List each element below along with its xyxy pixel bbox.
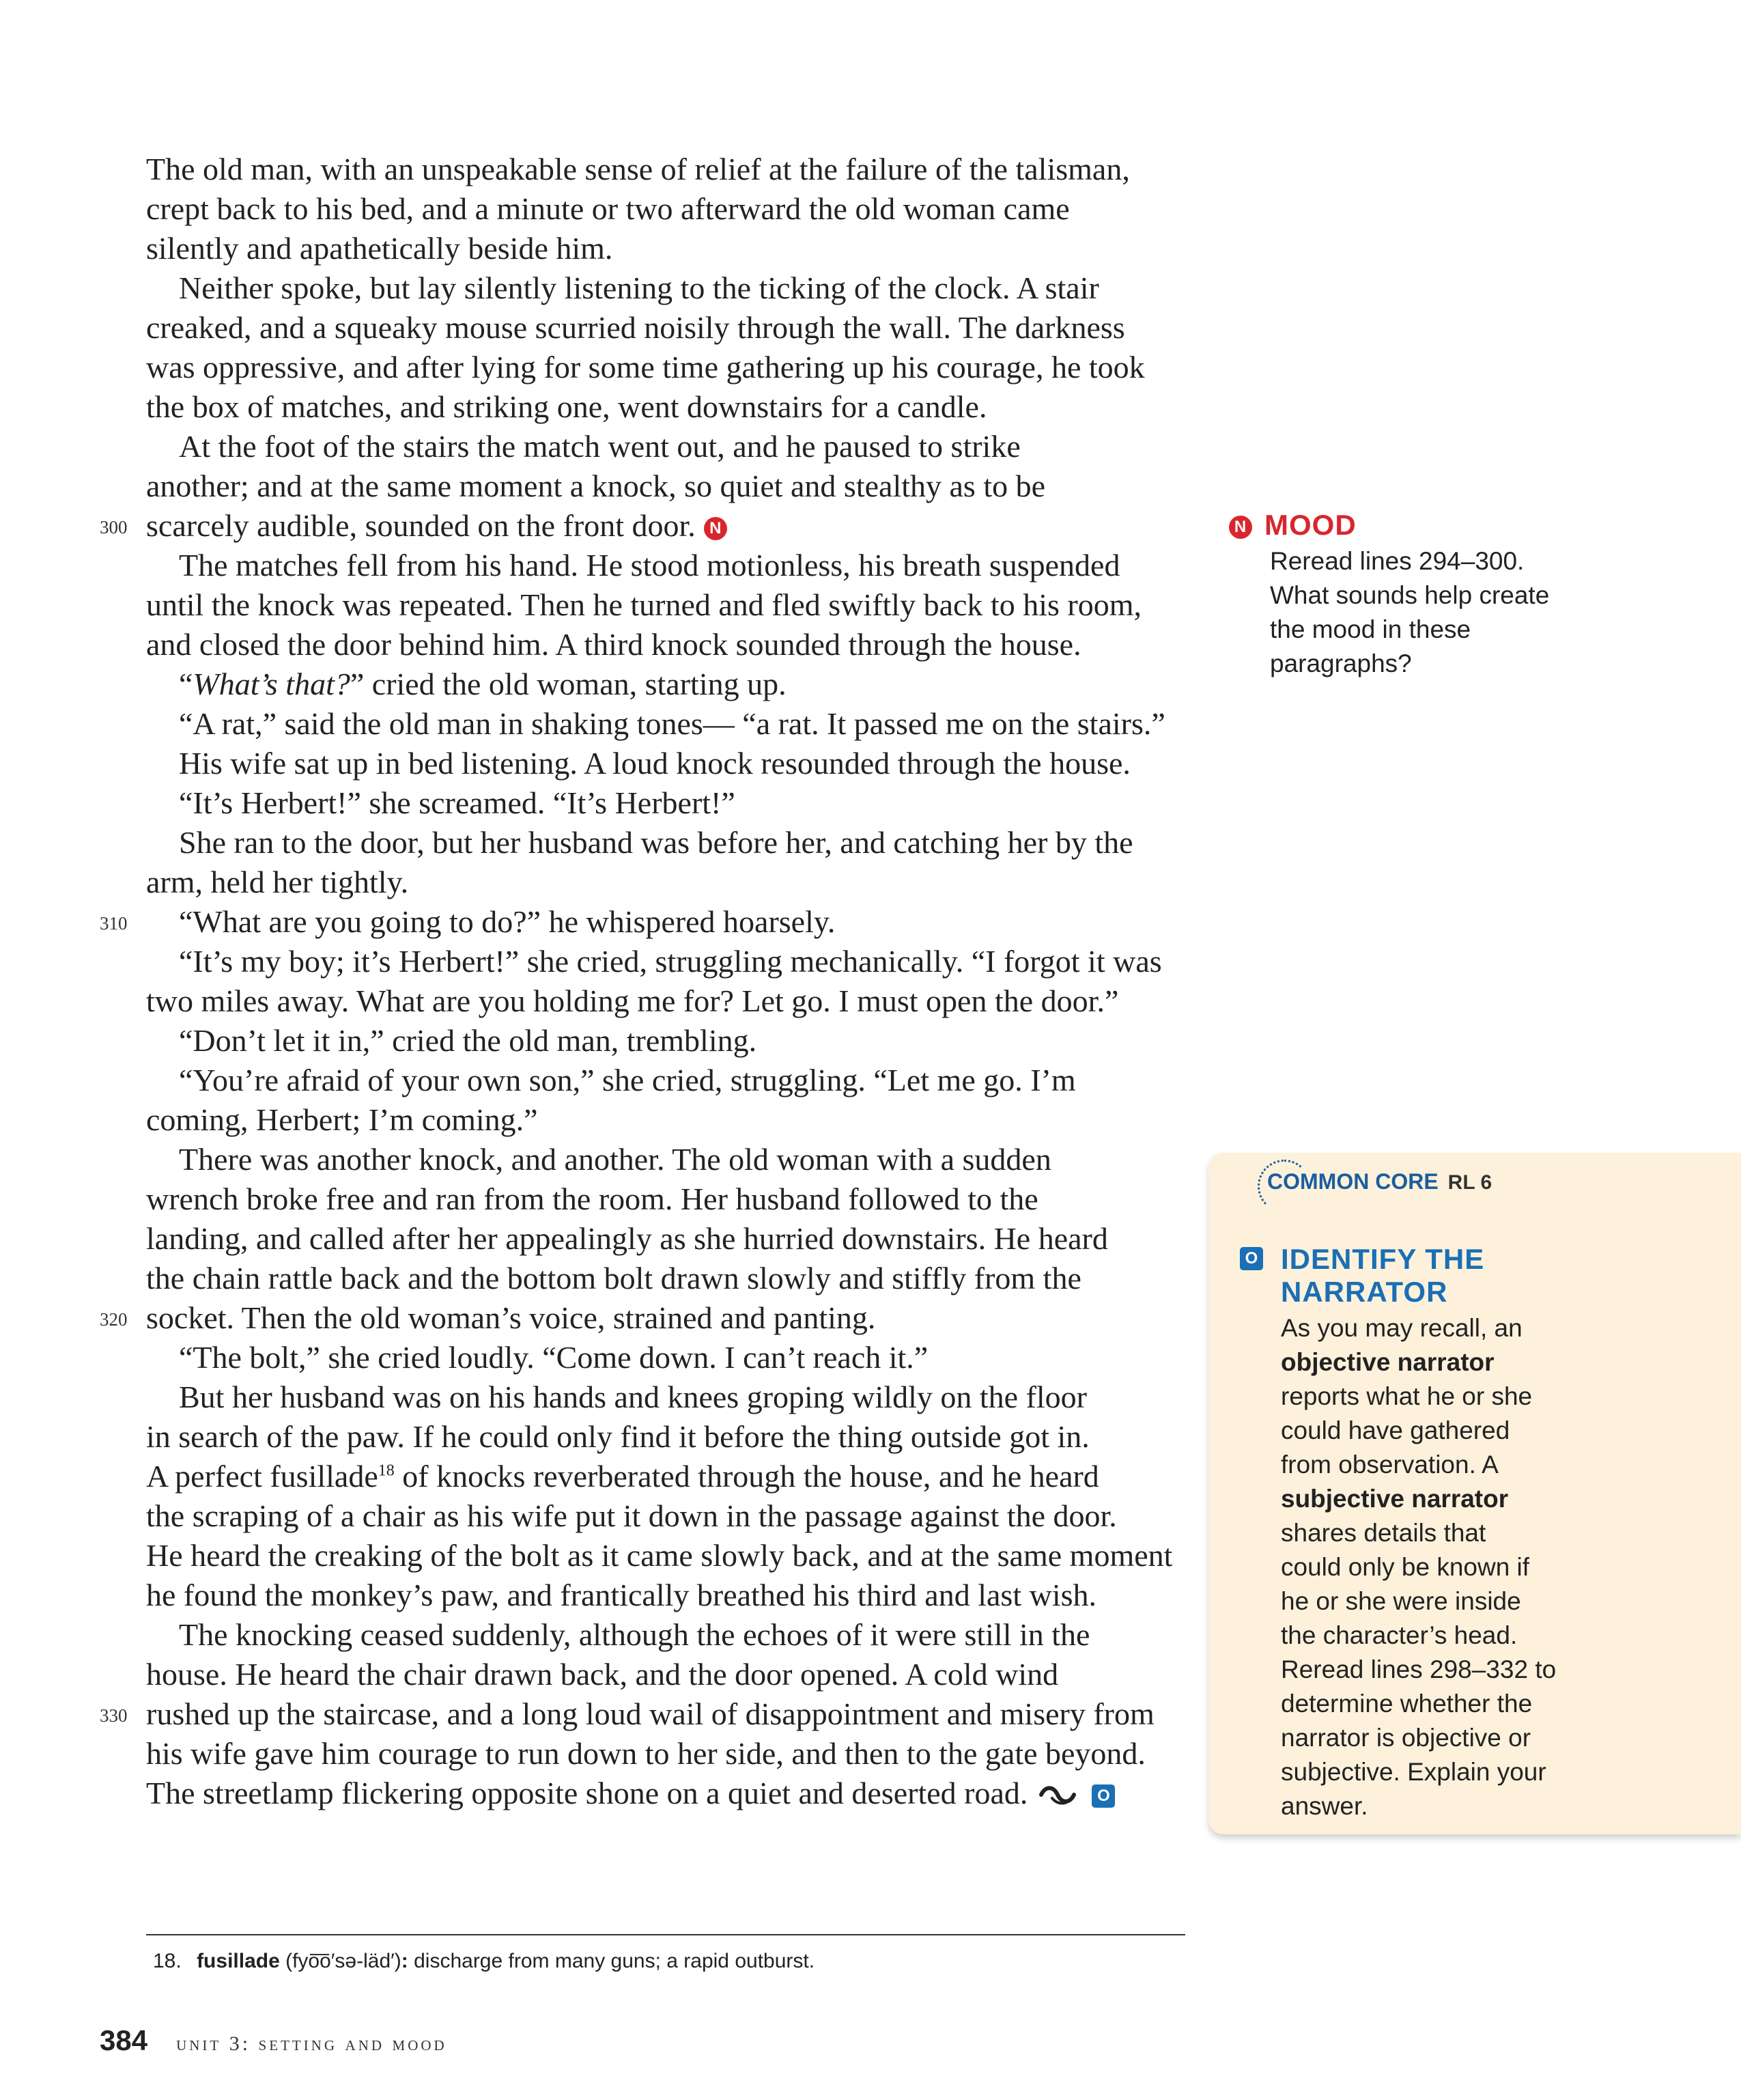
text-line: He heard the creaking of the bolt as it came slowly back, and at the same moment [146,1538,1173,1573]
text-line: two miles away. What are you holding me for? Let go. I must open the door.” [146,983,1119,1018]
text-line: coming, Herbert; I’m coming.” [146,1102,538,1137]
page-number: 384 [100,2024,148,2056]
text-line: She ran to the door, but her husband was before her, and catching her by the [179,825,1133,860]
text-segment: A perfect fusillade [146,1459,378,1494]
text-line: was oppressive, and after lying for some time gathering up his courage, he took [146,350,1145,384]
narrator-sidebar [1208,1153,1741,1834]
italic-phrase: What’s that? [193,667,350,701]
footnote-number: 18. [153,1950,182,1972]
text-line: The knocking ceased suddenly, although the echoes of it were still in the [179,1617,1090,1652]
footnote-ref: 18 [378,1461,395,1480]
narrator-term: subjective narrator [1281,1485,1509,1513]
narrator-marker-icon: O [1092,1784,1115,1808]
mood-marker-icon: N [704,517,727,540]
text-line: another; and at the same moment a knock, so quiet and stealthy as to be [146,468,1046,503]
narrator-prompt-line: he or she were inside [1281,1587,1521,1615]
text-line: Neither spoke, but lay silently listening to the ticking of the clock. A stair [179,270,1099,305]
mood-sidebar [1229,509,1598,681]
line-number: 310 [100,913,128,934]
mood-prompt-line: paragraphs? [1270,649,1412,677]
narrator-prompt-line: As you may recall, an [1281,1314,1523,1342]
text-line: rushed up the staircase, and a long loud wail of disappointment and misery from [146,1696,1155,1731]
quote-open: “ [179,667,193,701]
footnote-definition: discharge from many guns; a rapid outburst. [408,1950,815,1972]
text-line: The matches fell from his hand. He stood motionless, his breath suspended [179,548,1120,583]
narrator-term: objective narrator [1281,1348,1495,1376]
text-line: There was another knock, and another. The old woman with a sudden [179,1142,1051,1177]
text-line: “Don’t let it in,” cried the old man, trembling. [179,1023,757,1058]
text-line: The old man, with an unspeakable sense of relief at the failure of the talisman, [146,152,1130,186]
text-line: creaked, and a squeaky mouse scurried noisily through the wall. The darkness [146,310,1125,345]
narrator-heading-line: IDENTIFY THE [1281,1243,1485,1275]
text-line: arm, held her tightly. [146,865,409,899]
narrator-heading [1240,1243,1622,1308]
text-line: wrench broke free and ran from the room. Her husband followed to the [146,1181,1038,1216]
mood-heading [1229,509,1598,542]
text-line: “It’s Herbert!” she screamed. “It’s Herbert!” [179,785,735,820]
text-line: “It’s my boy; it’s Herbert!” she cried, struggling mechanically. “I forgot it was [179,944,1162,979]
common-core-code: RL 6 [1447,1171,1492,1194]
narrator-prompt-line: narrator is objective or [1281,1724,1531,1752]
text-line: he found the monkey’s paw, and frantically breathed his third and last wish. [146,1578,1096,1612]
text-line [146,1774,1115,1816]
mood-prompt-line: Reread lines 294–300. [1270,547,1525,575]
narrator-prompt-line: Reread lines 298–332 to [1281,1655,1557,1683]
narrator-marker-icon: O [1240,1247,1263,1270]
line-number: 330 [100,1705,128,1726]
narrator-prompt [1281,1311,1556,1823]
text-line: and closed the door behind him. A third knock sounded through the house. [146,627,1081,662]
footnote-pronunciation: (fyo͞o′sə-läd′) [285,1950,401,1972]
text-line-content: The streetlamp flickering opposite shone on a quiet and deserted road. [146,1776,1028,1810]
text-line: “What are you going to do?” he whispered hoarsely. [179,904,836,939]
text-line: until the knock was repeated. Then he turned and fled swiftly back to his room, [146,587,1142,622]
text-line: “You’re afraid of your own son,” she cried, struggling. “Let me go. I’m [179,1063,1076,1097]
footnote-separator: : [401,1950,408,1972]
text-line: landing, and called after her appealingly as she hurried downstairs. He heard [146,1221,1108,1256]
text-line: house. He heard the chair drawn back, and the door opened. A cold wind [146,1657,1059,1692]
mood-heading-text: MOOD [1264,509,1357,541]
narrator-prompt-line: the character’s head. [1281,1621,1518,1649]
page-footer [100,2024,447,2057]
text-line: crept back to his bed, and a minute or two afterward the old woman came [146,191,1070,226]
narrator-heading-line: NARRATOR [1281,1276,1448,1308]
unit-title: unit 3: setting and mood [176,2032,447,2055]
narrator-prompt-line: could have gathered [1281,1416,1510,1444]
text-line: socket. Then the old woman’s voice, strained and panting. [146,1300,876,1335]
text-line: his wife gave him courage to run down to her side, and then to the gate beyond. [146,1736,1146,1771]
common-core-tag [1267,1169,1492,1194]
text-line: “The bolt,” she cried loudly. “Come down. I can’t reach it.” [179,1340,929,1375]
text-line [179,664,787,704]
text-line: the box of matches, and striking one, went downstairs for a candle. [146,389,987,424]
text-line: But her husband was on his hands and knees groping wildly on the floor [179,1380,1087,1414]
text-line-content: scarcely audible, sounded on the front door. [146,508,696,543]
text-line: the chain rattle back and the bottom bolt drawn slowly and stiffly from the [146,1261,1081,1296]
footnote-divider [146,1934,1185,1935]
narrator-prompt-line: could only be known if [1281,1553,1530,1581]
footnote-term: fusillade [197,1950,280,1972]
text-line: “A rat,” said the old man in shaking tones— “a rat. It passed me on the stairs.” [179,706,1165,741]
mood-prompt-line: What sounds help create [1270,581,1550,609]
quote-rest: ” cried the old woman, starting up. [350,667,787,701]
narrator-prompt-line: subjective. Explain your [1281,1758,1546,1786]
mood-prompt-line: the mood in these [1270,615,1471,643]
text-segment: of knocks reverberated through the house, and he heard [394,1459,1099,1494]
mood-marker-icon: N [1229,516,1252,539]
text-line: the scraping of a chair as his wife put it down in the passage against the door. [146,1498,1117,1533]
narrator-prompt-line: from observation. A [1281,1451,1499,1479]
narrator-prompt-line: shares details that [1281,1519,1486,1547]
narrator-prompt-line: reports what he or she [1281,1382,1533,1410]
text-line: At the foot of the stairs the match went out, and he paused to strike [179,429,1021,464]
footnote [153,1948,815,1975]
common-core-badge-icon [1258,1160,1311,1213]
text-line [146,1457,1099,1496]
narrator-prompt-line: determine whether the [1281,1690,1533,1718]
line-number: 320 [100,1309,128,1330]
common-core-label: COMMON CORE [1267,1169,1439,1194]
text-line: in search of the paw. If he could only find it before the thing outside got in. [146,1419,1090,1454]
narrator-prompt-line: answer. [1281,1792,1368,1820]
text-line: silently and apathetically beside him. [146,231,613,266]
line-number: 300 [100,517,128,537]
text-line [146,506,727,546]
mood-prompt [1270,544,1598,681]
text-line: His wife sat up in bed listening. A loud knock resounded through the house. [179,746,1131,781]
end-of-story-icon [1038,1776,1084,1816]
